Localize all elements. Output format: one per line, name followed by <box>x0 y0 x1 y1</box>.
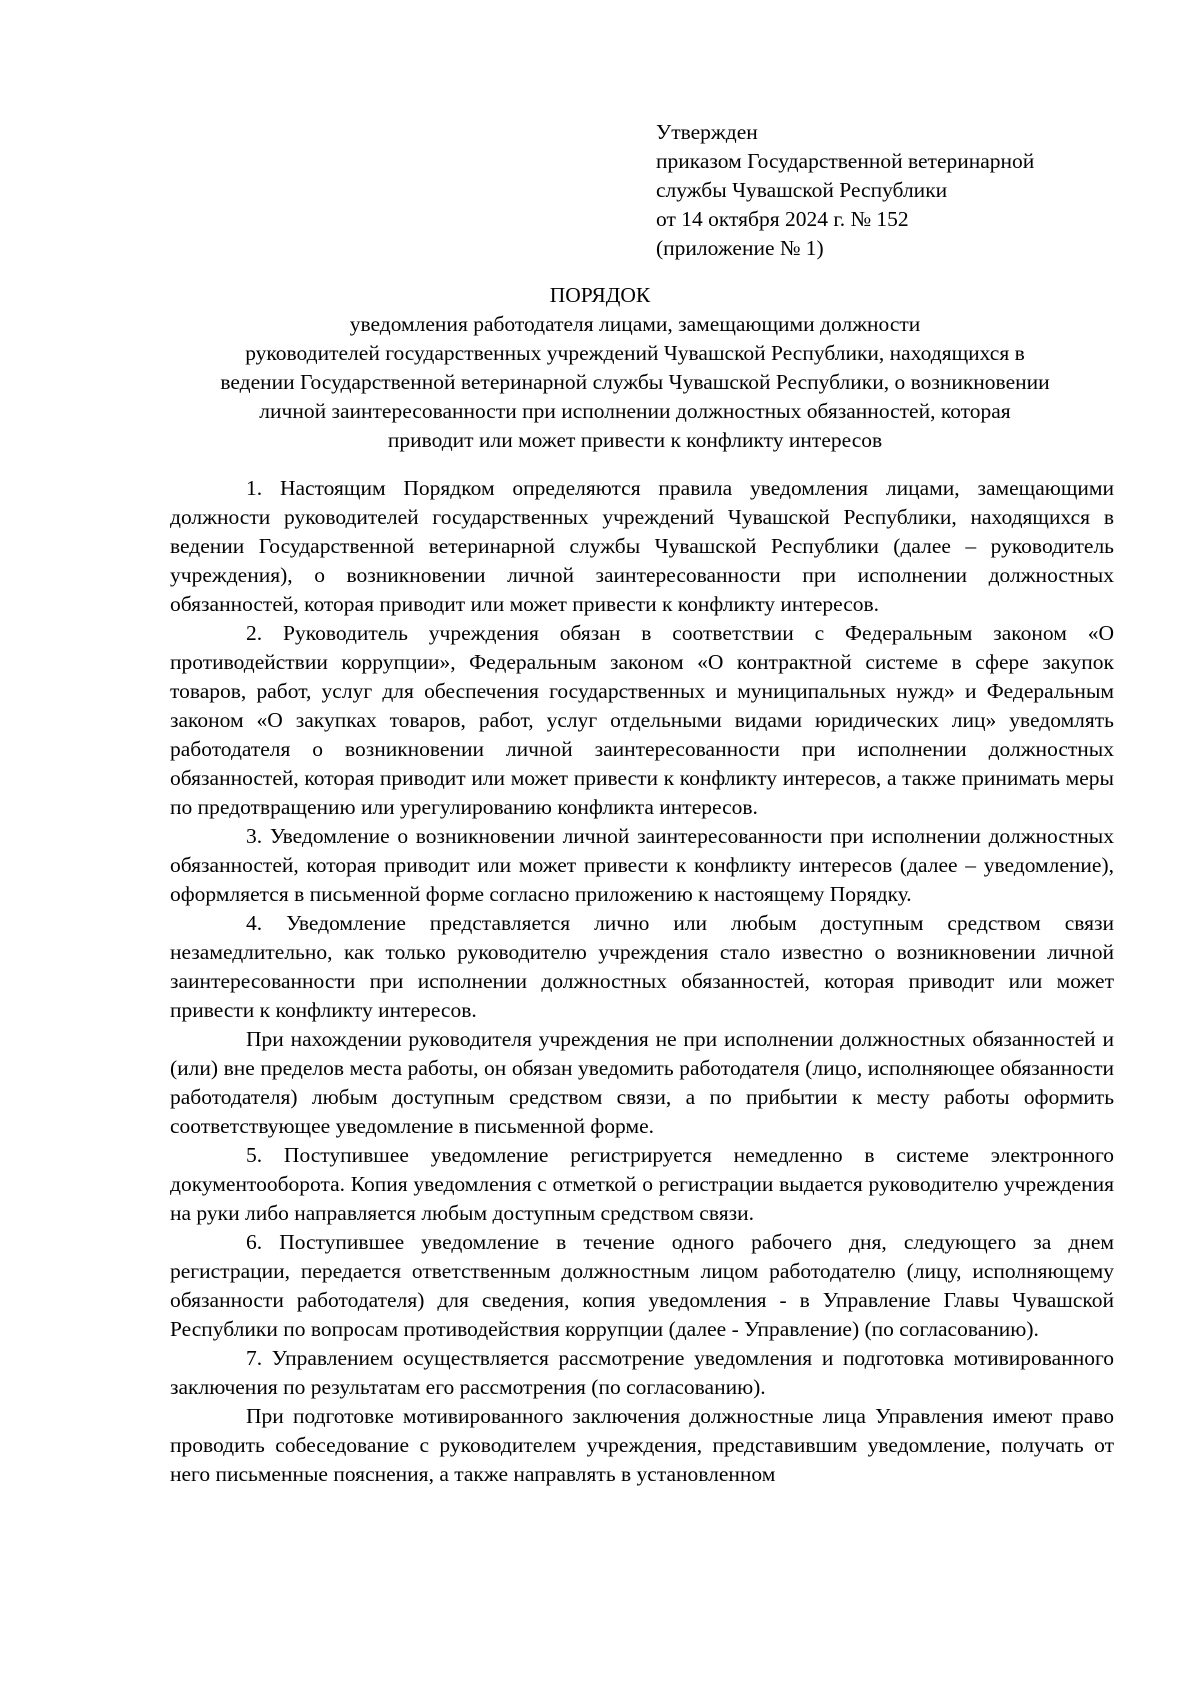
approval-line: приказом Государственной ветеринарной <box>656 149 1035 173</box>
paragraph-6: 6. Поступившее уведомление в течение одного рабочего дня, следующего за днем регистрации, передается ответственным должностным лицом работодателю (лицу, исполняющему обязанности работодателя) для сведения, копия уведомления - в Управление Главы Чувашской Республики по вопросам противодействия коррупции (далее - Управление) (по согласованию). <box>170 1230 1114 1341</box>
subtitle-line: руководителей государственных учреждений Чувашской Республики, находящихся в <box>245 341 1025 365</box>
approval-line: службы Чувашской Республики <box>656 178 948 202</box>
paragraph-1: 1. Настоящим Порядком определяются правила уведомления лицами, замещающими должности руководителей государственных учреждений Чувашской Республики, находящихся в ведении Государственной ветеринарной службы Чувашской Республики (далее – руководитель учреждения), о возникновении личной заинтересованности при исполнении должностных обязанностей, которая приводит или может привести к конфликту интересов. <box>170 476 1114 616</box>
paragraph-7-continued: При подготовке мотивированного заключения должностные лица Управления имеют право проводить собеседование с руководителем учреждения, представившим уведомление, получать от него письменные пояснения, а также направлять в установленном <box>170 1404 1114 1486</box>
paragraph-4: 4. Уведомление представляется лично или любым доступным средством связи незамедлительно, как только руководителю учреждения стало известно о возникновении личной заинтересованности при исполнении должностных обязанностей, которая приводит или может привести к конфликту интересов. <box>170 911 1114 1022</box>
subtitle-line: личной заинтересованности при исполнении должностных обязанностей, которая <box>259 399 1011 423</box>
approval-line: Утвержден <box>656 120 758 144</box>
approval-line: от 14 октября 2024 г. № 152 <box>656 207 909 231</box>
document-body <box>170 474 1114 1489</box>
paragraph-4-continued: При нахождении руководителя учреждения не при исполнении должностных обязанностей и (или) вне пределов места работы, он обязан уведомить работодателя (лицо, исполняющее обязанности работодателя) любым доступным средством связи, а по прибытии к месту работы оформить соответствующее уведомление в письменной форме. <box>170 1027 1114 1138</box>
paragraph-2: 2. Руководитель учреждения обязан в соответствии с Федеральным законом «О противодействии коррупции», Федеральным законом «О контрактной системе в сфере закупок товаров, работ, услуг для обеспечения государственных и муниципальных нужд» и Федеральным законом «О закупках товаров, работ, услуг отдельными видами юридических лиц» уведомлять работодателя о возникновении личной заинтересованности при исполнении должностных обязанностей, которая приводит или может привести к конфликту интересов, а также принимать меры по предотвращению или урегулированию конфликта интересов. <box>170 621 1114 819</box>
approval-line: (приложение № 1) <box>656 236 824 260</box>
subtitle-line: приводит или может привести к конфликту интересов <box>387 428 883 452</box>
paragraph-5: 5. Поступившее уведомление регистрируется немедленно в системе электронного документооборота. Копия уведомления с отметкой о регистрации выдается руководителю учреждения на руки либо направляется любым доступным средством связи. <box>170 1143 1114 1225</box>
subtitle-line: ведении Государственной ветеринарной службы Чувашской Республики, о возникновении <box>220 370 1050 394</box>
paragraph-3: 3. Уведомление о возникновении личной заинтересованности при исполнении должностных обязанностей, которая приводит или может привести к конфликту интересов (далее – уведомление), оформляется в письменной форме согласно приложению к настоящему Порядку. <box>170 824 1114 906</box>
subtitle-line: уведомления работодателя лицами, замещающими должности <box>349 312 921 336</box>
paragraph-7: 7. Управлением осуществляется рассмотрение уведомления и подготовка мотивированного заключения по результатам его рассмотрения (по согласованию). <box>170 1346 1114 1399</box>
approval-block <box>656 118 1136 263</box>
document-title: ПОРЯДОК <box>549 283 651 307</box>
document-subtitle <box>170 310 1100 455</box>
